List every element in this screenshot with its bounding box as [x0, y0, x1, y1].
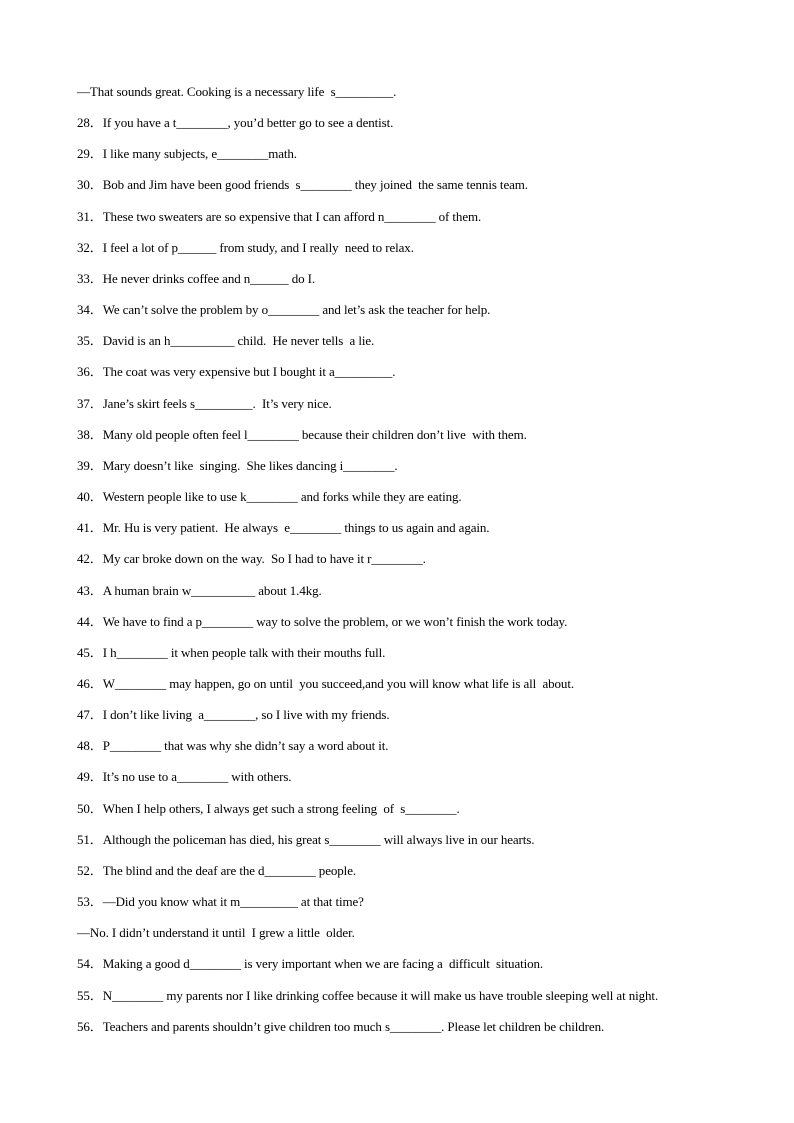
exercise-item: 56．Teachers and parents shouldn’t give children too much s________. Please let children be children. [77, 1018, 605, 1034]
exercise-item: 53．—Did you know what it m_________ at that time? [77, 894, 364, 910]
exercise-item: 52．The blind and the deaf are the d________ people. [77, 862, 357, 878]
exercise-item: 43．A human brain w__________ about 1.4kg. [77, 582, 322, 598]
exercise-item: 40．Western people like to use k________ and forks while they are eating. [77, 489, 462, 505]
exercise-lines [77, 82, 767, 1048]
exercise-item: 30．Bob and Jim have been good friends s________ they joined the same tennis team. [77, 177, 528, 193]
exercise-item: 28．If you have a t________, you’d better go to see a dentist. [77, 115, 394, 131]
exercise-item: 46．W________ may happen, go on until you succeed,and you will know what life is all about. [77, 675, 574, 691]
exercise-item: 48．P________ that was why she didn’t say a word about it. [77, 738, 389, 754]
dialogue-line: —No. I didn’t understand it until I grew a little older. [77, 925, 355, 941]
exercise-item: 45．I h________ it when people talk with their mouths full. [77, 644, 386, 660]
exercise-item: 41．Mr. Hu is very patient. He always e________ things to us again and again. [77, 520, 490, 536]
dialogue-line: —That sounds great. Cooking is a necessary life s_________. [77, 84, 397, 99]
exercise-item: 50．When I help others, I always get such a strong feeling of s________. [77, 800, 460, 816]
exercise-item: 54．Making a good d________ is very important when we are facing a difficult situation. [77, 956, 544, 972]
exercise-item: 38．Many old people often feel l________ because their children don’t live with them. [77, 426, 527, 442]
exercise-item: 32．I feel a lot of p______ from study, and I really need to relax. [77, 239, 414, 255]
exercise-item: 36．The coat was very expensive but I bought it a_________. [77, 364, 396, 380]
exercise-item: 34．We can’t solve the problem by o________ and let’s ask the teacher for help. [77, 302, 491, 318]
exercise-item: 31．These two sweaters are so expensive that I can afford n________ of them. [77, 208, 482, 224]
exercise-item: 49．It’s no use to a________ with others. [77, 769, 292, 785]
exercise-item: 37．Jane’s skirt feels s_________. It’s very nice. [77, 395, 332, 411]
exercise-item: 42．My car broke down on the way. So I had to have it r________. [77, 551, 426, 567]
exercise-item: 44．We have to find a p________ way to solve the problem, or we won’t finish the work today. [77, 613, 568, 629]
exercise-item: 47．I don’t like living a________, so I live with my friends. [77, 707, 390, 723]
exercise-item: 29．I like many subjects, e________math. [77, 146, 297, 162]
exercise-item: 39．Mary doesn’t like singing. She likes dancing i________. [77, 457, 398, 473]
exercise-item: 33．He never drinks coffee and n______ do I. [77, 270, 316, 286]
exercise-item: 55．N________ my parents nor I like drinking coffee because it will make us have trouble sleeping well at night. [77, 987, 659, 1003]
exercise-item: 35．David is an h__________ child. He never tells a lie. [77, 333, 375, 349]
exercise-item: 51．Although the policeman has died, his great s________ will always live in our hearts. [77, 831, 535, 847]
